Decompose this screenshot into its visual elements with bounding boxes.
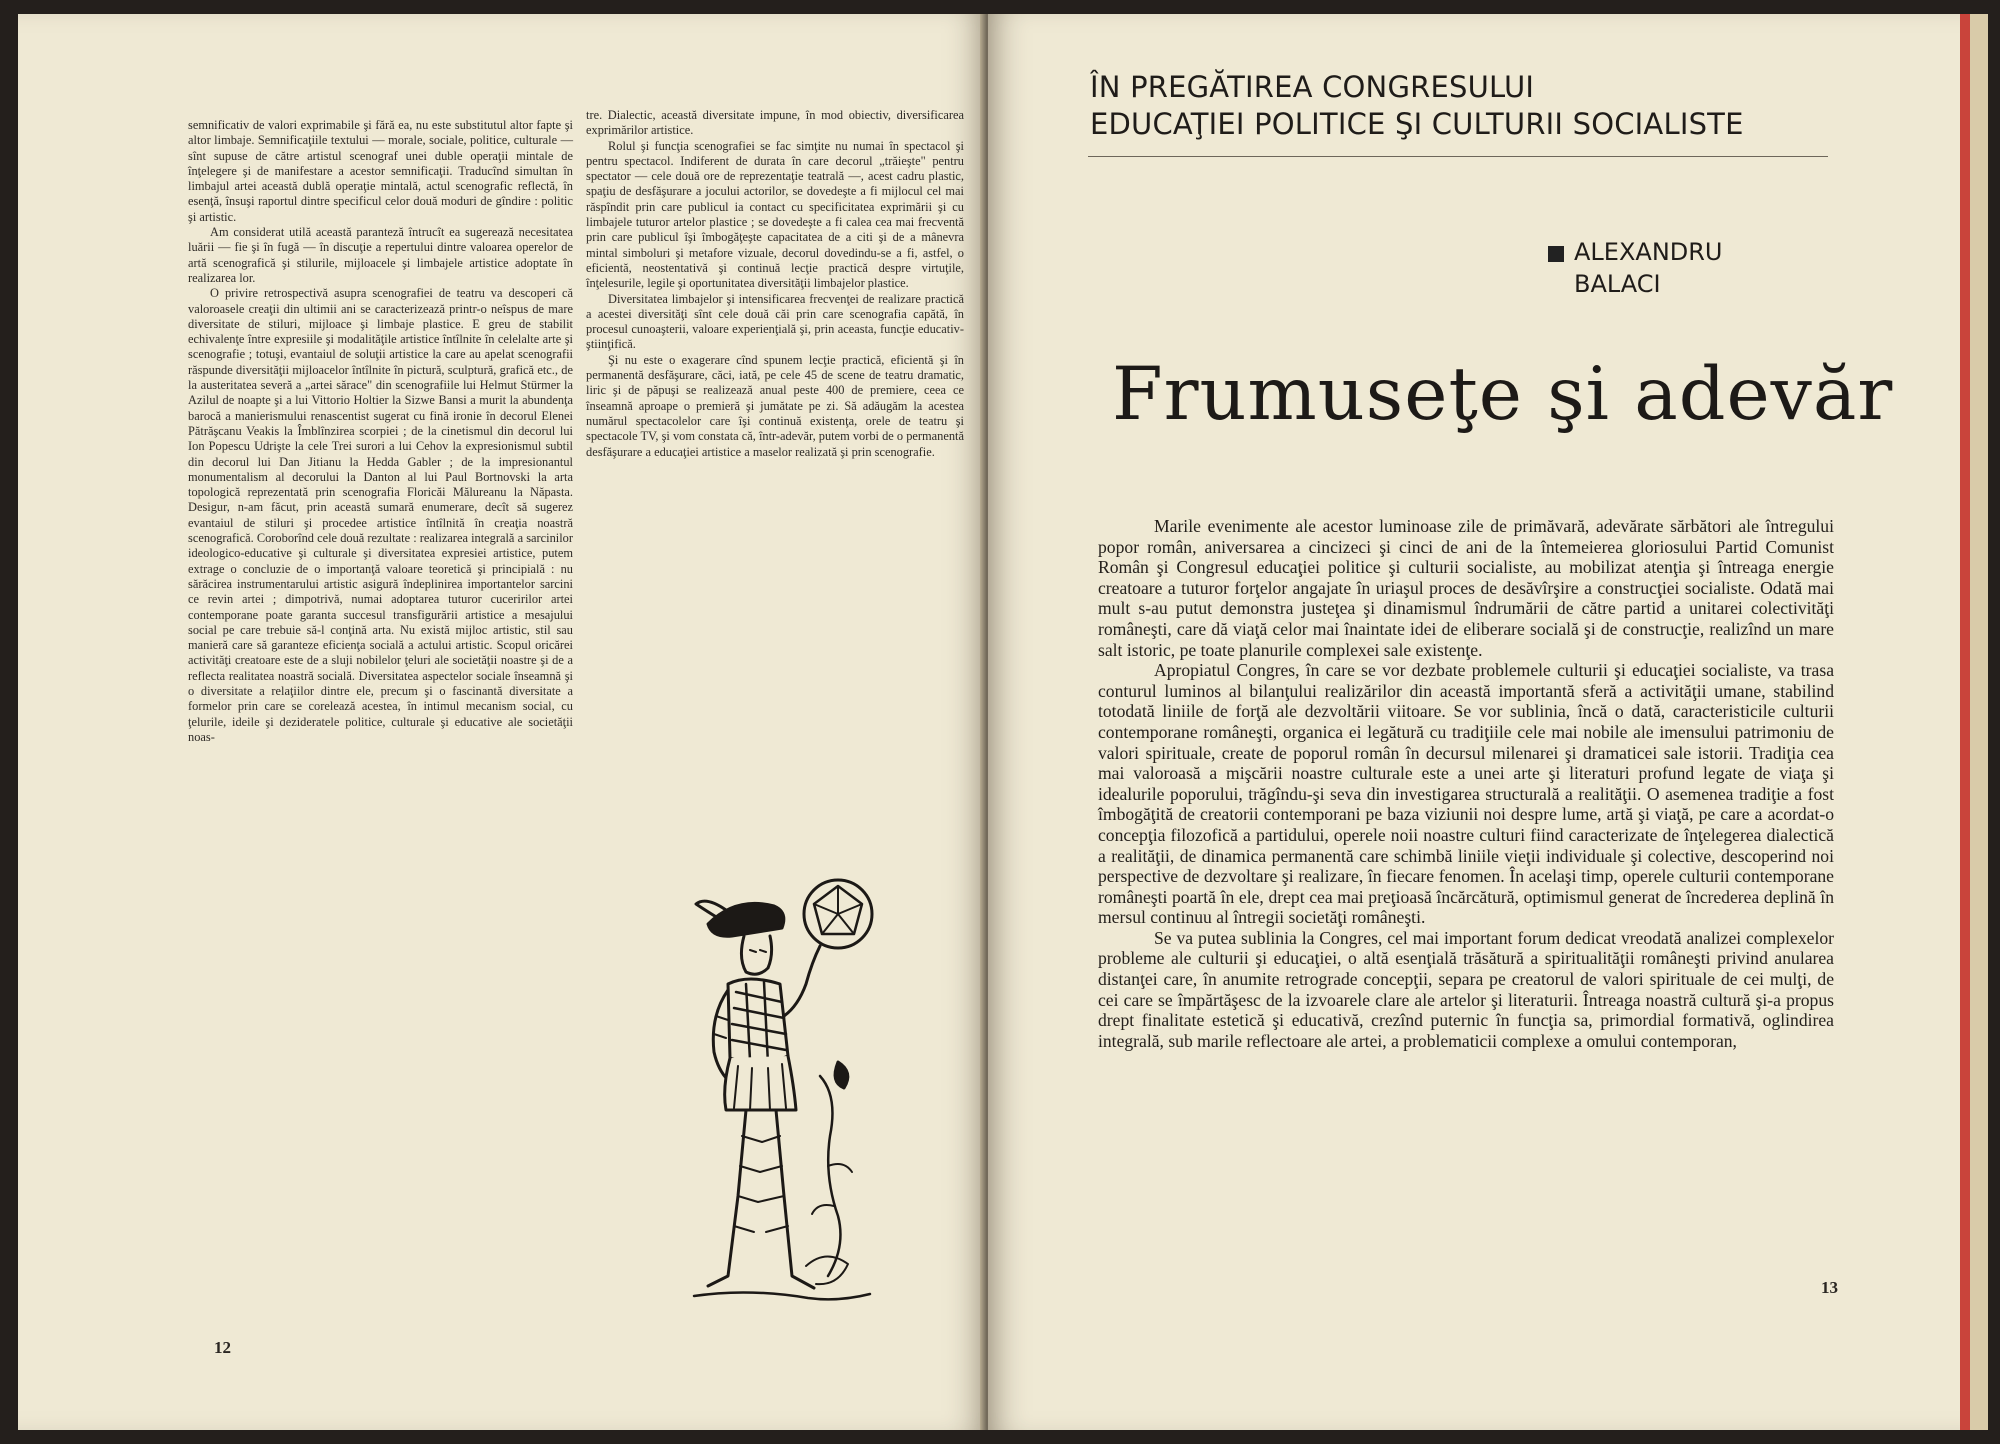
author-last-name: BALACI <box>1574 270 1661 298</box>
square-bullet-icon <box>1548 246 1564 262</box>
paragraph: Apropiatul Congres, în care se vor dezbate problemele culturii şi educaţiei socialiste, va trasa conturul luminos al bilanţului realizărilor din această importantă sferă a activităţii umane, stabilind totodată liniile de forţă ale dezvoltării viitoare. Se vor sublinia, încă o dată, caracteristicile culturii contemporane româneşti, organica ei legătură cu tradiţiile cele mai nobile ale imensului patrimoniu de valori spirituale, create de poporul român în decursul milenarei şi dramaticei sale istorii. Tradiţia cea mai valoroasă a mişcării noastre culturale este a unei arte şi literaturi profund legate de viaţa şi idealurile poporului, trăgîndu-şi seva din investigarea structurală a realităţii. O asemenea tradiţie a fost îmbogăţită de creatorii contemporani pe baza viziunii noi despre lume, artă şi viaţă, pe care a acordat-o concepţia filozofică a partidului, operele noii noastre culturi fiind caracterizate de înţelegerea dialectică a realităţii, de dinamica permanentă care schimbă liniile vieţii individuale şi colective, descoperind noi perspective de dezvoltare şi realizare, în fiecare fenomen. În acelaşi timp, operele culturii contemporane româneşti poartă în ele, drept cea mai preţioasă încărcătură, optimismul generat de încrederea deplină în mersul continuu al întregii societăţi româneşti. <box>1098 660 1834 928</box>
paragraph: Diversitatea limbajelor şi intensificarea frecvenţei de realizare practică a acestei diversităţi sînt cele două căi prin care scenografia capătă, în procesul cunoaşterii, valoare experienţială şi, prin aceasta, funcţie educativ-ştiinţifică. <box>586 291 964 352</box>
article-body <box>1098 516 1834 1051</box>
paragraph: Şi nu este o exagerare cînd spunem lecţie practică, eficientă şi în permanentă desfăşurare, căci, iată, pe cele 45 de scene de teatru dramatic, liric şi de păpuşi se realizează anual peste 400 de premiere, ceea ce înseamnă aproape o premieră şi jumătate pe zi. Să adăugăm la acestea numărul spectacolelor care îşi continuă existenţa, orele de teatru şi spectacole TV, şi vom constata că, într-adevăr, putem vorbi de o permanentă desfăşurare a educaţiei artistice a maselor realizată şi prin scenografie. <box>586 352 964 459</box>
paragraph: tre. Dialectic, această diversitate impune, în mod obiectiv, diversificarea exprimărilor artistice. <box>586 108 964 138</box>
page-edge-red <box>1960 14 1970 1430</box>
paragraph: Am considerat utilă această paranteză întrucît ea sugerează necesitatea luării — fie şi în fugă — în discuţie a repertului dintre valoarea operelor de artă scenografică şi stilurile, mijloacele şi limbajele artistice adoptate în realizarea lor. <box>188 225 573 285</box>
paragraph: Marile evenimente ale acestor luminoase zile de primăvară, adevărate sărbători ale întregului popor român, aniversarea a cincizeci şi cinci de ani de la întemeierea gloriosului Partid Comunist Român şi Congresul educaţiei politice şi culturii socialiste, au mobilizat atenţia şi întreaga energie creatoare a tuturor forţelor angajate în uriaşul proces de desăvîrşire a construcţiei socialiste. Odată mai mult s-au putut demonstra justeţea şi dinamismul îndrumării de către partid a unitarei colectivităţi româneşti, care dă viaţă celor mai înaintate idei de eliberare socială şi de construcţie, realizînd un mare salt istoric, pe toate planurile complexei sale existenţe. <box>1098 516 1834 660</box>
page-edge-tan <box>1970 14 1988 1430</box>
page-number-right: 13 <box>1821 1278 1838 1297</box>
article-title: Frumuseţe şi adevăr <box>1112 352 1894 437</box>
header-divider <box>1088 156 1828 157</box>
left-page <box>18 14 986 1430</box>
paragraph: Se va putea sublinia la Congres, cel mai important forum dedicat vreodată analizei complexelor probleme ale culturii şi educaţiei, o altă esenţială trăsătură a spiritualităţii româneşti privind anularea distanţei care, în anumite retrograde concepţii, separa pe creatorul de valori spirituale de cei mulţi, de cei care se împărtăşesc de la izvoarele clare ale artelor şi literaturii. Întreaga noastră cultură şi-a propus drept finalitate estetică şi educativă, crezînd puternic în funcţia sa, primordial formativă, oglindirea integrală, sub marile reflectoare ale artei, a problematicii complexe a omului contemporan, <box>1098 927 1834 1051</box>
paragraph: O privire retrospectivă asupra scenografiei de teatru va descoperi că valoroasele creaţii din ultimii ani se caracterizează printr-o neîspus de mare diversitate de stiluri, mijloace şi limbaje plastice. E greu de stabilit echivalenţe între expresiile şi modalităţile artistice întîlnite în celelalte arte şi scenografie ; totuşi, evantaiul de soluţii artistice la care au apelat scenografii răspunde diversităţii mijloacelor întîlnite în pictură, sculptură, grafică etc., de la austeritatea severă a „artei sărace" din scenografiile lui Helmut Stürmer la Azilul de noapte şi a lui Vittorio Holtier la Sizwe Bansi a murit la abundenţa barocă a manierismului renascentist sugerat cu fină ironie în decorul Elenei Pătrăşcanu Veakis la Îmblînzirea scorpiei ; de la cinetismul din decorul lui Ion Popescu Udrişte la cele Trei surori a lui Cehov la expresionismul subtil din decorul lui Dan Jitianu la Hedda Gabler ; de la impresionantul monumentalism al decorului la Danton al lui Paul Bortnovski la arta topologică reprezentată prin scenografia Floricăi Mălureanu la Năpasta. Desigur, n-am făcut, prin această sumară enumerare, decît să sugerez evantaiul de stiluri şi procedee artistice întîlnită în creaţia noastră scenografică. Coroborînd cele două rezultate : realizarea integrală a sarcinilor ideologico-educative şi culturale şi diversitatea expresiei artistice, putem extrage o concluzie de o importanţă valoare teoretică şi principială : nu sărăcirea instrumentarului artistic asigură îndeplinirea importantelor sarcini ce revin artei ; dimpotrivă, numai adoptarea tuturor cuceririlor artei contemporane poate garanta succesul transfigurării artistice a mesajului social pe care trebuie să-l conţină arta. Nu există mijloc artistic, stil sau manieră care să garanteze eficienţa socială a actului artistic. Scopul oricărei activităţi creatoare este de a sluji nobilelor ţeluri ale societăţii noastre şi de a reflecta realitatea noastră socială. Diversitatea aspectelor sociale înseamnă şi o diversitate a relaţiilor dintre ele, precum şi o fascinantă diversitate a formelor prin care se corelează acestea, în intimul mecanism social, cu ţelurile, ideile şi dezideratele politice, culturale şi educative ale societăţii noas- <box>188 286 573 744</box>
page-number-left: 12 <box>214 1338 231 1357</box>
woodcut-illustration <box>688 866 878 1316</box>
author-first-name: ALEXANDRU <box>1574 238 1723 266</box>
paragraph: semnificativ de valori exprimabile şi fără ea, nu este substitutul altor fapte şi altor limbaje. Semnificaţiile textului — morale, sociale, politice, culturale — sînt supuse de către artistul scenograf unei duble operaţii mintale de înţelegere şi de manifestare a acestor semnificaţii. Traducînd simultan în limbajul artei această dublă operaţie mintală, actul scenografic reflectă, în esenţă, însuşi raportul dintre specificul celor două moduri de gîndire : politic şi artistic. <box>188 118 573 224</box>
left-column-2 <box>586 108 964 460</box>
section-header-line-2: EDUCAŢIEI POLITICE ŞI CULTURII SOCIALISTE <box>1090 107 1744 141</box>
paragraph: Rolul şi funcţia scenografiei se fac simţite nu numai în spectacol şi pentru spectacol. Indiferent de durata în care decorul „trăieşte" pentru spectator — cele două ore de reprezentaţie teatrală —, acest cadru plastic, spaţiu de desfăşurare a jocului actorilor, se dovedeşte a fi mijlocul cel mai răspîndit prin care publicul ia contact cu specificitatea exprimării şi cu limbajele tuturor artelor plastice ; se dovedeşte a fi calea cea mai frecventă prin care publicul îşi îmbogăţeşte capacitatea de a citi şi de a mânevra mintal simboluri şi metafore vizuale, decorul dovedindu-se a fi, astfel, o eficientă, neostentativă şi continuă lecţie practică despre virtuţile, înţelesurile, legile şi oportunitatea diversităţii limbajelor plastice. <box>586 138 964 291</box>
section-header-line-1: ÎN PREGĂTIREA CONGRESULUI <box>1090 70 1535 104</box>
left-column-1 <box>188 118 573 745</box>
